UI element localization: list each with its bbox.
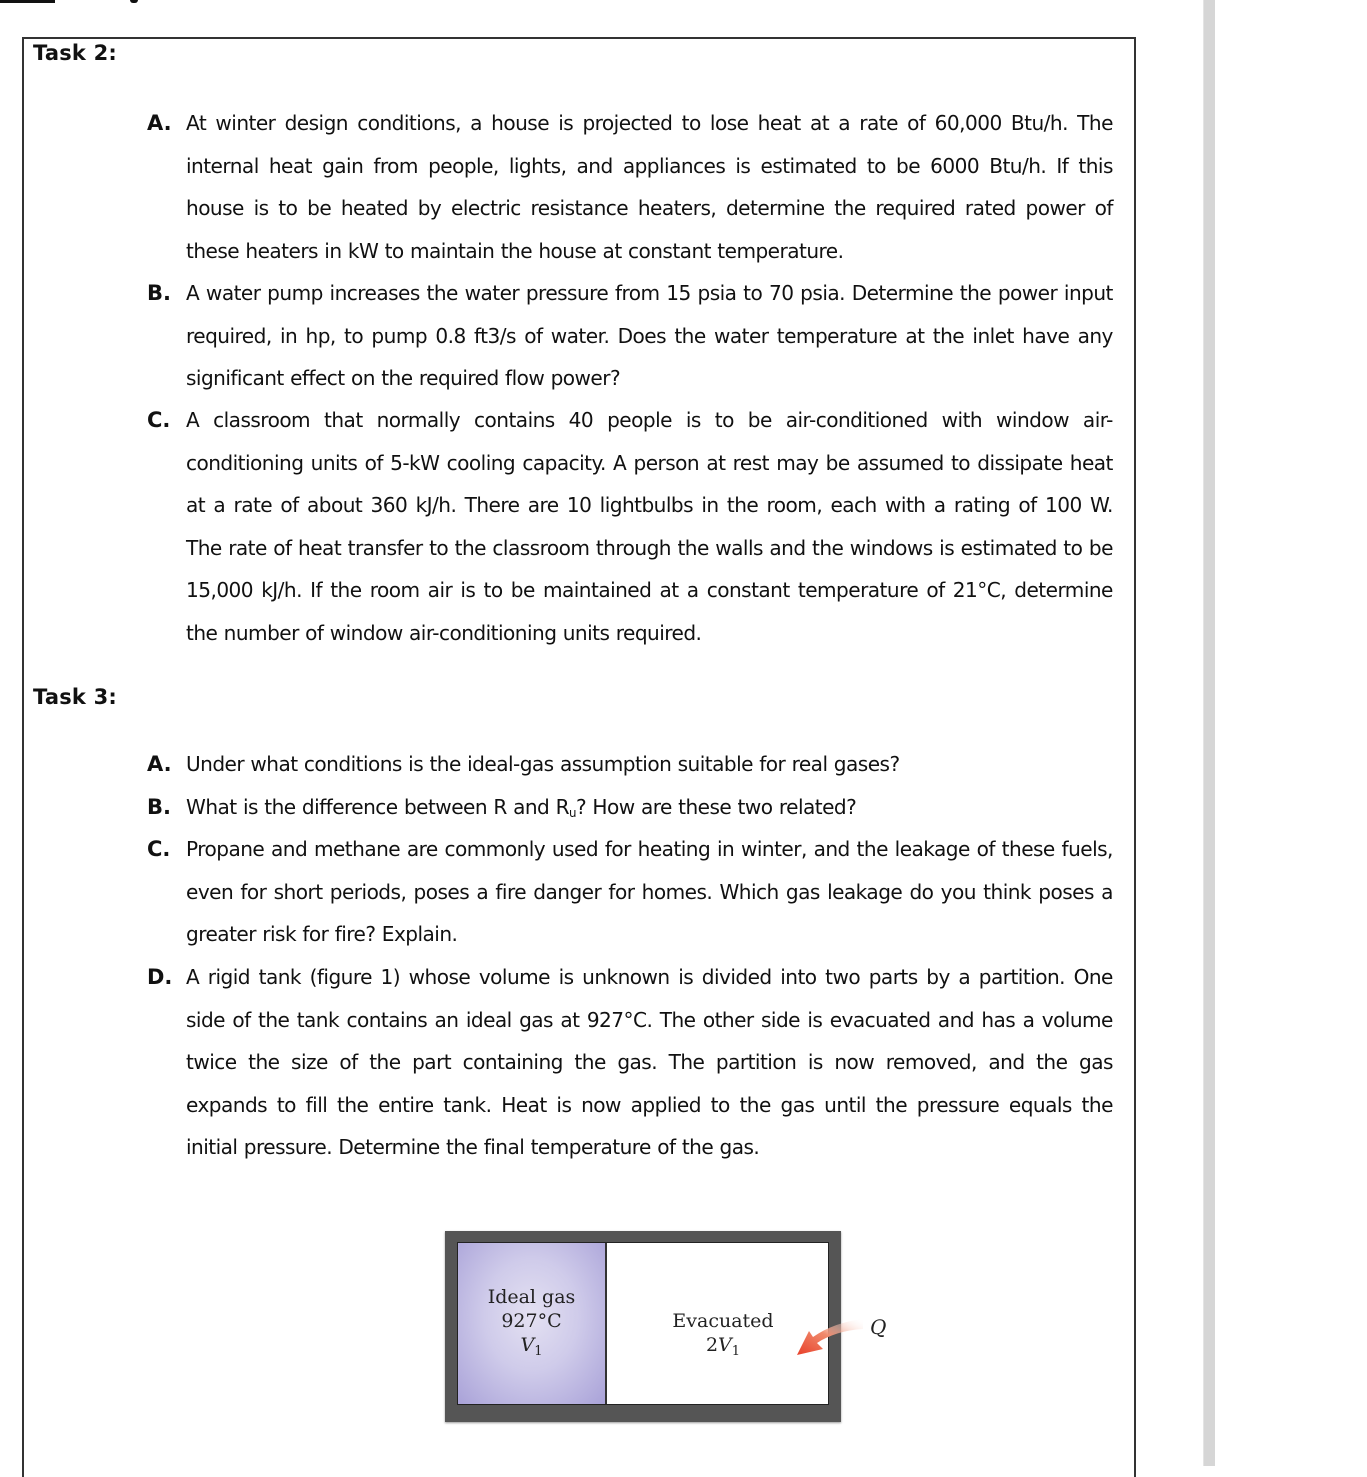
heat-arrow-icon [785, 1311, 865, 1361]
gas-temperature: 927°C [501, 1310, 562, 1332]
rigid-tank-figure [445, 1231, 887, 1422]
item-label: B. [147, 795, 171, 819]
tank-interior [457, 1242, 829, 1405]
item-text: A rigid tank (figure 1) whose volume is unknown is divided into two parts by a partition. One side of the tank contains an ideal gas at 927°C. The other side is evacuated and has a volume twice the size of the part containing the gas. The partition is now removed, and the gas expands to fill the entire tank. Heat is now applied to the gas until the pressure equals the initial pressure. Determine the final temperature of the gas. [186, 965, 1113, 1159]
page-edge-fragment [0, 0, 55, 3]
item-text: Propane and methane are commonly used for heating in winter, and the leakage of these fuels, even for short periods, poses a fire danger for homes. Which gas leakage do you think poses a greater risk for fire? Explain. [186, 837, 1113, 946]
tank-wall [445, 1231, 841, 1422]
task-2-item-c [147, 399, 1127, 654]
item-text-part: What is the difference between R and R [186, 795, 570, 819]
heat-q-label: Q [870, 1315, 887, 1339]
page-edge-fragment [130, 0, 138, 3]
task-2-heading: Task 2: [33, 41, 117, 65]
item-label: A. [147, 752, 172, 776]
evacuated-volume: $2V_1$ [705, 1334, 741, 1359]
task-2-item-a [147, 102, 1127, 272]
item-label: A. [147, 111, 172, 135]
item-label: B. [147, 281, 171, 305]
gas-chamber-label [458, 1285, 605, 1364]
item-label: C. [147, 837, 171, 861]
task-3-item-d [147, 956, 1127, 1169]
evacuated-text: Evacuated [672, 1310, 774, 1332]
task-3-heading: Task 3: [33, 685, 117, 709]
item-label: C. [147, 408, 171, 432]
item-text-part: ? How are these two related? [575, 795, 857, 819]
page-gutter-scrollbar[interactable] [1203, 0, 1215, 1466]
item-label: D. [147, 965, 173, 989]
gas-volume: $V_1$ [520, 1334, 543, 1359]
item-text: At winter design conditions, a house is projected to lose heat at a rate of 60,000 Btu/h. The internal heat gain from people, lights, and appliances is estimated to be 6000 Btu/h. If this house is to be heated by electric resistance heaters, determine the required rated power of these heaters in kW to maintain the house at constant temperature. [186, 111, 1113, 263]
item-text: Under what conditions is the ideal-gas assumption suitable for real gases? [186, 752, 900, 776]
task-3-item-a [147, 743, 1127, 786]
task-2-item-b [147, 272, 1127, 400]
subscript-u: u [569, 806, 576, 820]
item-text: A classroom that normally contains 40 people is to be air-conditioned with window air-conditioning units of 5-kW cooling capacity. A person at rest may be assumed to dissipate heat at a rate of about 360 kJ/h. There are 10 lightbulbs in the room, each with a rating of 100 W. The rate of heat transfer to the classroom through the walls and the windows is estimated to be 15,000 kJ/h. If the room air is to be maintained at a constant temperature of 21°C, determine the number of window air-conditioning units required. [186, 408, 1113, 645]
item-text: A water pump increases the water pressure from 15 psia to 70 psia. Determine the power input required, in hp, to pump 0.8 ft3/s of water. Does the water temperature at the inlet have any significant effect on the required flow power? [186, 281, 1113, 390]
gas-name: Ideal gas [487, 1286, 576, 1308]
task-3-item-c [147, 828, 1127, 956]
